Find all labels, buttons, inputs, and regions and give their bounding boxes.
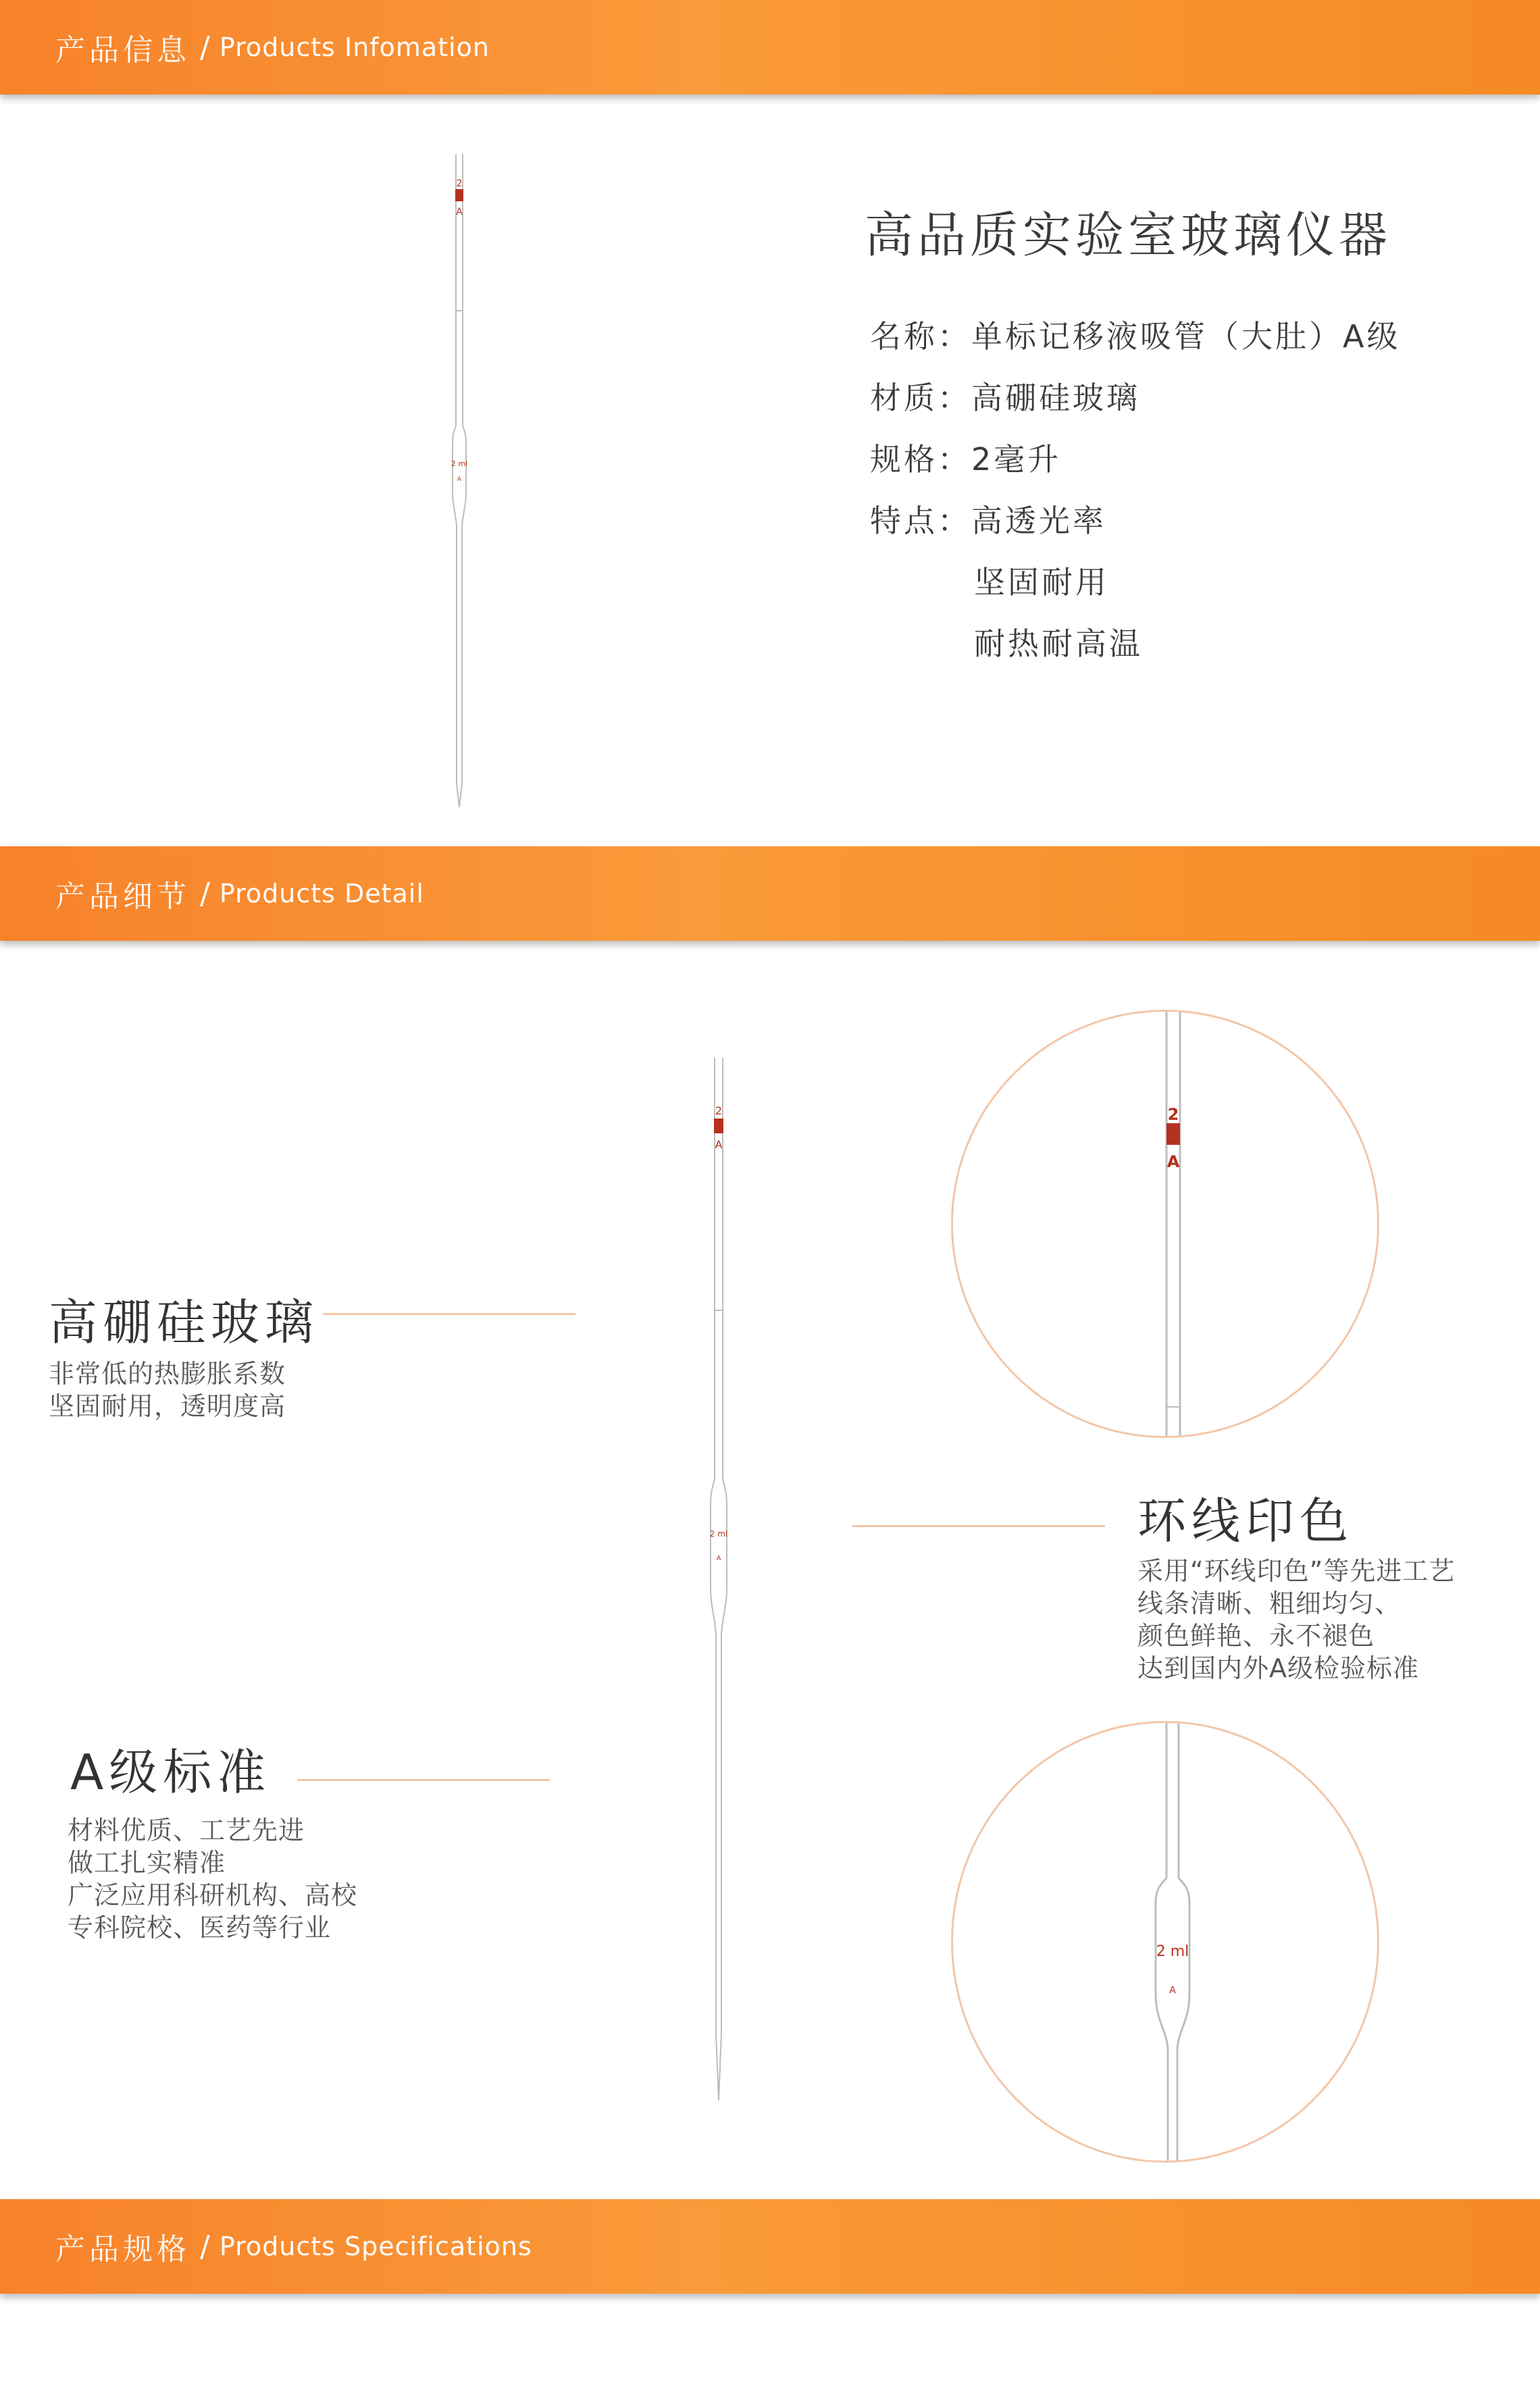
feature-ring-divider — [852, 1525, 1105, 1527]
section-banner-spec — [0, 2199, 1540, 2294]
product-material: 材质：高硼硅玻璃 — [870, 380, 1140, 416]
feature-glass-divider — [323, 1313, 575, 1315]
feature-grade-line-2: 做工扎实精准 — [68, 1848, 226, 1878]
feature-glass-line-1: 非常低的热膨胀系数 — [49, 1359, 286, 1389]
zoom-bulb-grade: A — [1169, 1985, 1176, 1996]
banner-separator: / — [200, 2229, 210, 2264]
product-headline: 高品质实验室玻璃仪器 — [865, 207, 1392, 263]
banner-title-en: Products Infomation — [219, 32, 490, 62]
feature-glass-line-2: 坚固耐用，透明度高 — [49, 1391, 286, 1421]
product-name: 名称：单标记移液吸管（大肚）A级 — [870, 318, 1401, 355]
feature-ring-line-4: 达到国内外A级检验标准 — [1137, 1653, 1419, 1683]
product-feature-3: 耐热耐高温 — [974, 625, 1143, 662]
zoom-bulb-volume: 2 ml — [1156, 1943, 1189, 1960]
banner-title-cn: 产品规格 — [55, 2232, 190, 2267]
banner-separator: / — [200, 30, 210, 65]
zoom-circle-bottom — [951, 1721, 1379, 2163]
pipette-detail-image — [675, 1054, 763, 2107]
product-feature-2: 坚固耐用 — [974, 564, 1109, 600]
zoom-top-number: 2 — [1167, 1105, 1179, 1124]
pipette-top-number: 2 — [715, 1104, 723, 1117]
feature-ring-line-2: 线条清晰、粗细均匀、 — [1137, 1589, 1402, 1618]
pipette-product-image — [419, 149, 500, 810]
pipette-bulb-volume: 2 ml — [451, 459, 468, 468]
feature-ring-line-1: 采用“环线印色”等先进工艺 — [1137, 1556, 1456, 1586]
feature-ring-desc — [1137, 1555, 1455, 1684]
zoom-top-grade: A — [1166, 1152, 1180, 1171]
banner-title-en: Products Detail — [219, 879, 424, 908]
pipette-top-number: 2 — [456, 178, 463, 189]
feature-grade-title: A级标准 — [70, 1744, 272, 1801]
banner-separator: / — [200, 876, 210, 911]
section-banner-detail — [0, 846, 1540, 941]
feature-grade-line-3: 广泛应用科研机构、高校 — [68, 1880, 358, 1910]
banner-title-cn: 产品信息 — [55, 33, 190, 68]
zoom-circle-top — [951, 1010, 1379, 1438]
banner-title-en: Products Specifications — [219, 2232, 532, 2261]
feature-grade-divider — [297, 1779, 550, 1781]
pipette-bulb-grade: A — [716, 1555, 721, 1562]
pipette-bulb-volume: 2 ml — [709, 1529, 728, 1539]
feature-glass-desc — [49, 1358, 286, 1422]
product-spec: 规格：2毫升 — [870, 441, 1062, 478]
feature-ring-line-3: 颜色鲜艳、永不褪色 — [1137, 1621, 1375, 1651]
feature-ring-title: 环线印色 — [1137, 1493, 1354, 1549]
pipette-top-grade: A — [715, 1138, 723, 1151]
feature-grade-desc — [68, 1814, 357, 1944]
pipette-top-grade: A — [456, 207, 463, 217]
product-feature-1: 特点：高透光率 — [870, 503, 1106, 539]
section-banner-info — [0, 0, 1540, 95]
zoom-top-image — [953, 1012, 1377, 1436]
pipette-bulb-grade: A — [457, 476, 462, 483]
feature-grade-line-1: 材料优质、工艺先进 — [68, 1816, 305, 1845]
feature-glass-title: 高硼硅玻璃 — [49, 1294, 319, 1351]
feature-grade-line-4: 专科院校、医药等行业 — [68, 1913, 332, 1942]
zoom-bottom-image — [953, 1723, 1377, 2161]
banner-title-cn: 产品细节 — [55, 879, 190, 914]
